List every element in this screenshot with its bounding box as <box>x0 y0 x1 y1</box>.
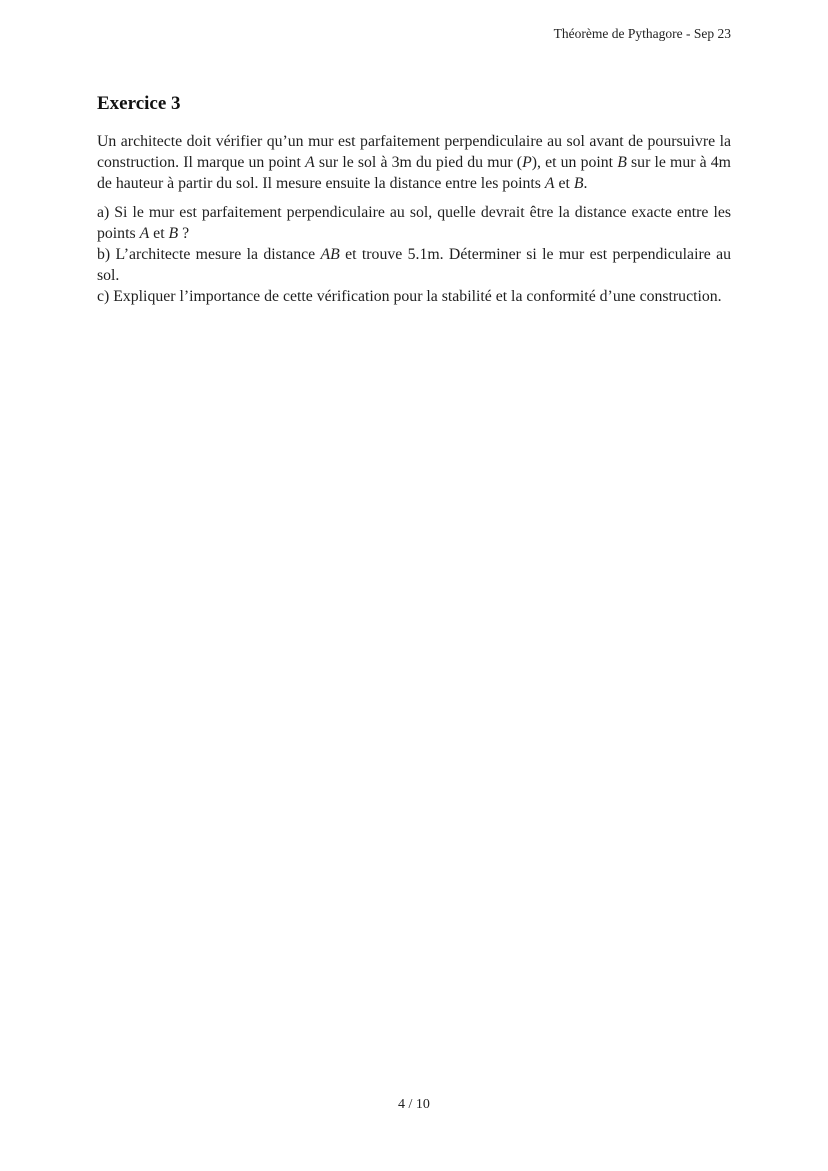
question-list <box>97 202 731 307</box>
math-variable: B <box>168 225 179 242</box>
question-b: b) L’architecte mesure la distance AB et trouve 5.1m. Déterminer si le mur est perpendiculaire au sol. <box>97 246 731 284</box>
math-variable: A <box>139 225 150 242</box>
header-title: Théorème de Pythagore - Sep 23 <box>553 26 731 41</box>
exercise-title: Exercice 3 <box>97 93 181 114</box>
math-variable: A <box>305 154 315 171</box>
math-variable: A <box>544 175 555 192</box>
page-header <box>97 26 731 42</box>
math-variable: AB <box>320 246 340 263</box>
exercise-content <box>97 92 731 307</box>
page-footer <box>0 1096 828 1113</box>
question-a: a) Si le mur est parfaitement perpendiculaire au sol, quelle devrait être la distance exacte entre les points A et B ? <box>97 204 731 242</box>
math-variable: B <box>617 154 627 171</box>
math-variable: B <box>573 175 584 192</box>
math-variable: P <box>522 154 532 171</box>
exercise-intro-paragraph: Un architecte doit vérifier qu’un mur est parfaitement perpendiculaire au sol avant de poursuivre la construction. Il marque un point A sur le sol à 3m du pied du mur (P), et un point B sur le mur à 4m de hauteur à partir du sol. Il mesure ensuite la distance entre les points A et B. <box>97 133 731 192</box>
question-c: c) Expliquer l’importance de cette vérification pour la stabilité et la conformité d’une construction. <box>97 288 722 305</box>
page-number: 4 / 10 <box>398 1097 430 1112</box>
